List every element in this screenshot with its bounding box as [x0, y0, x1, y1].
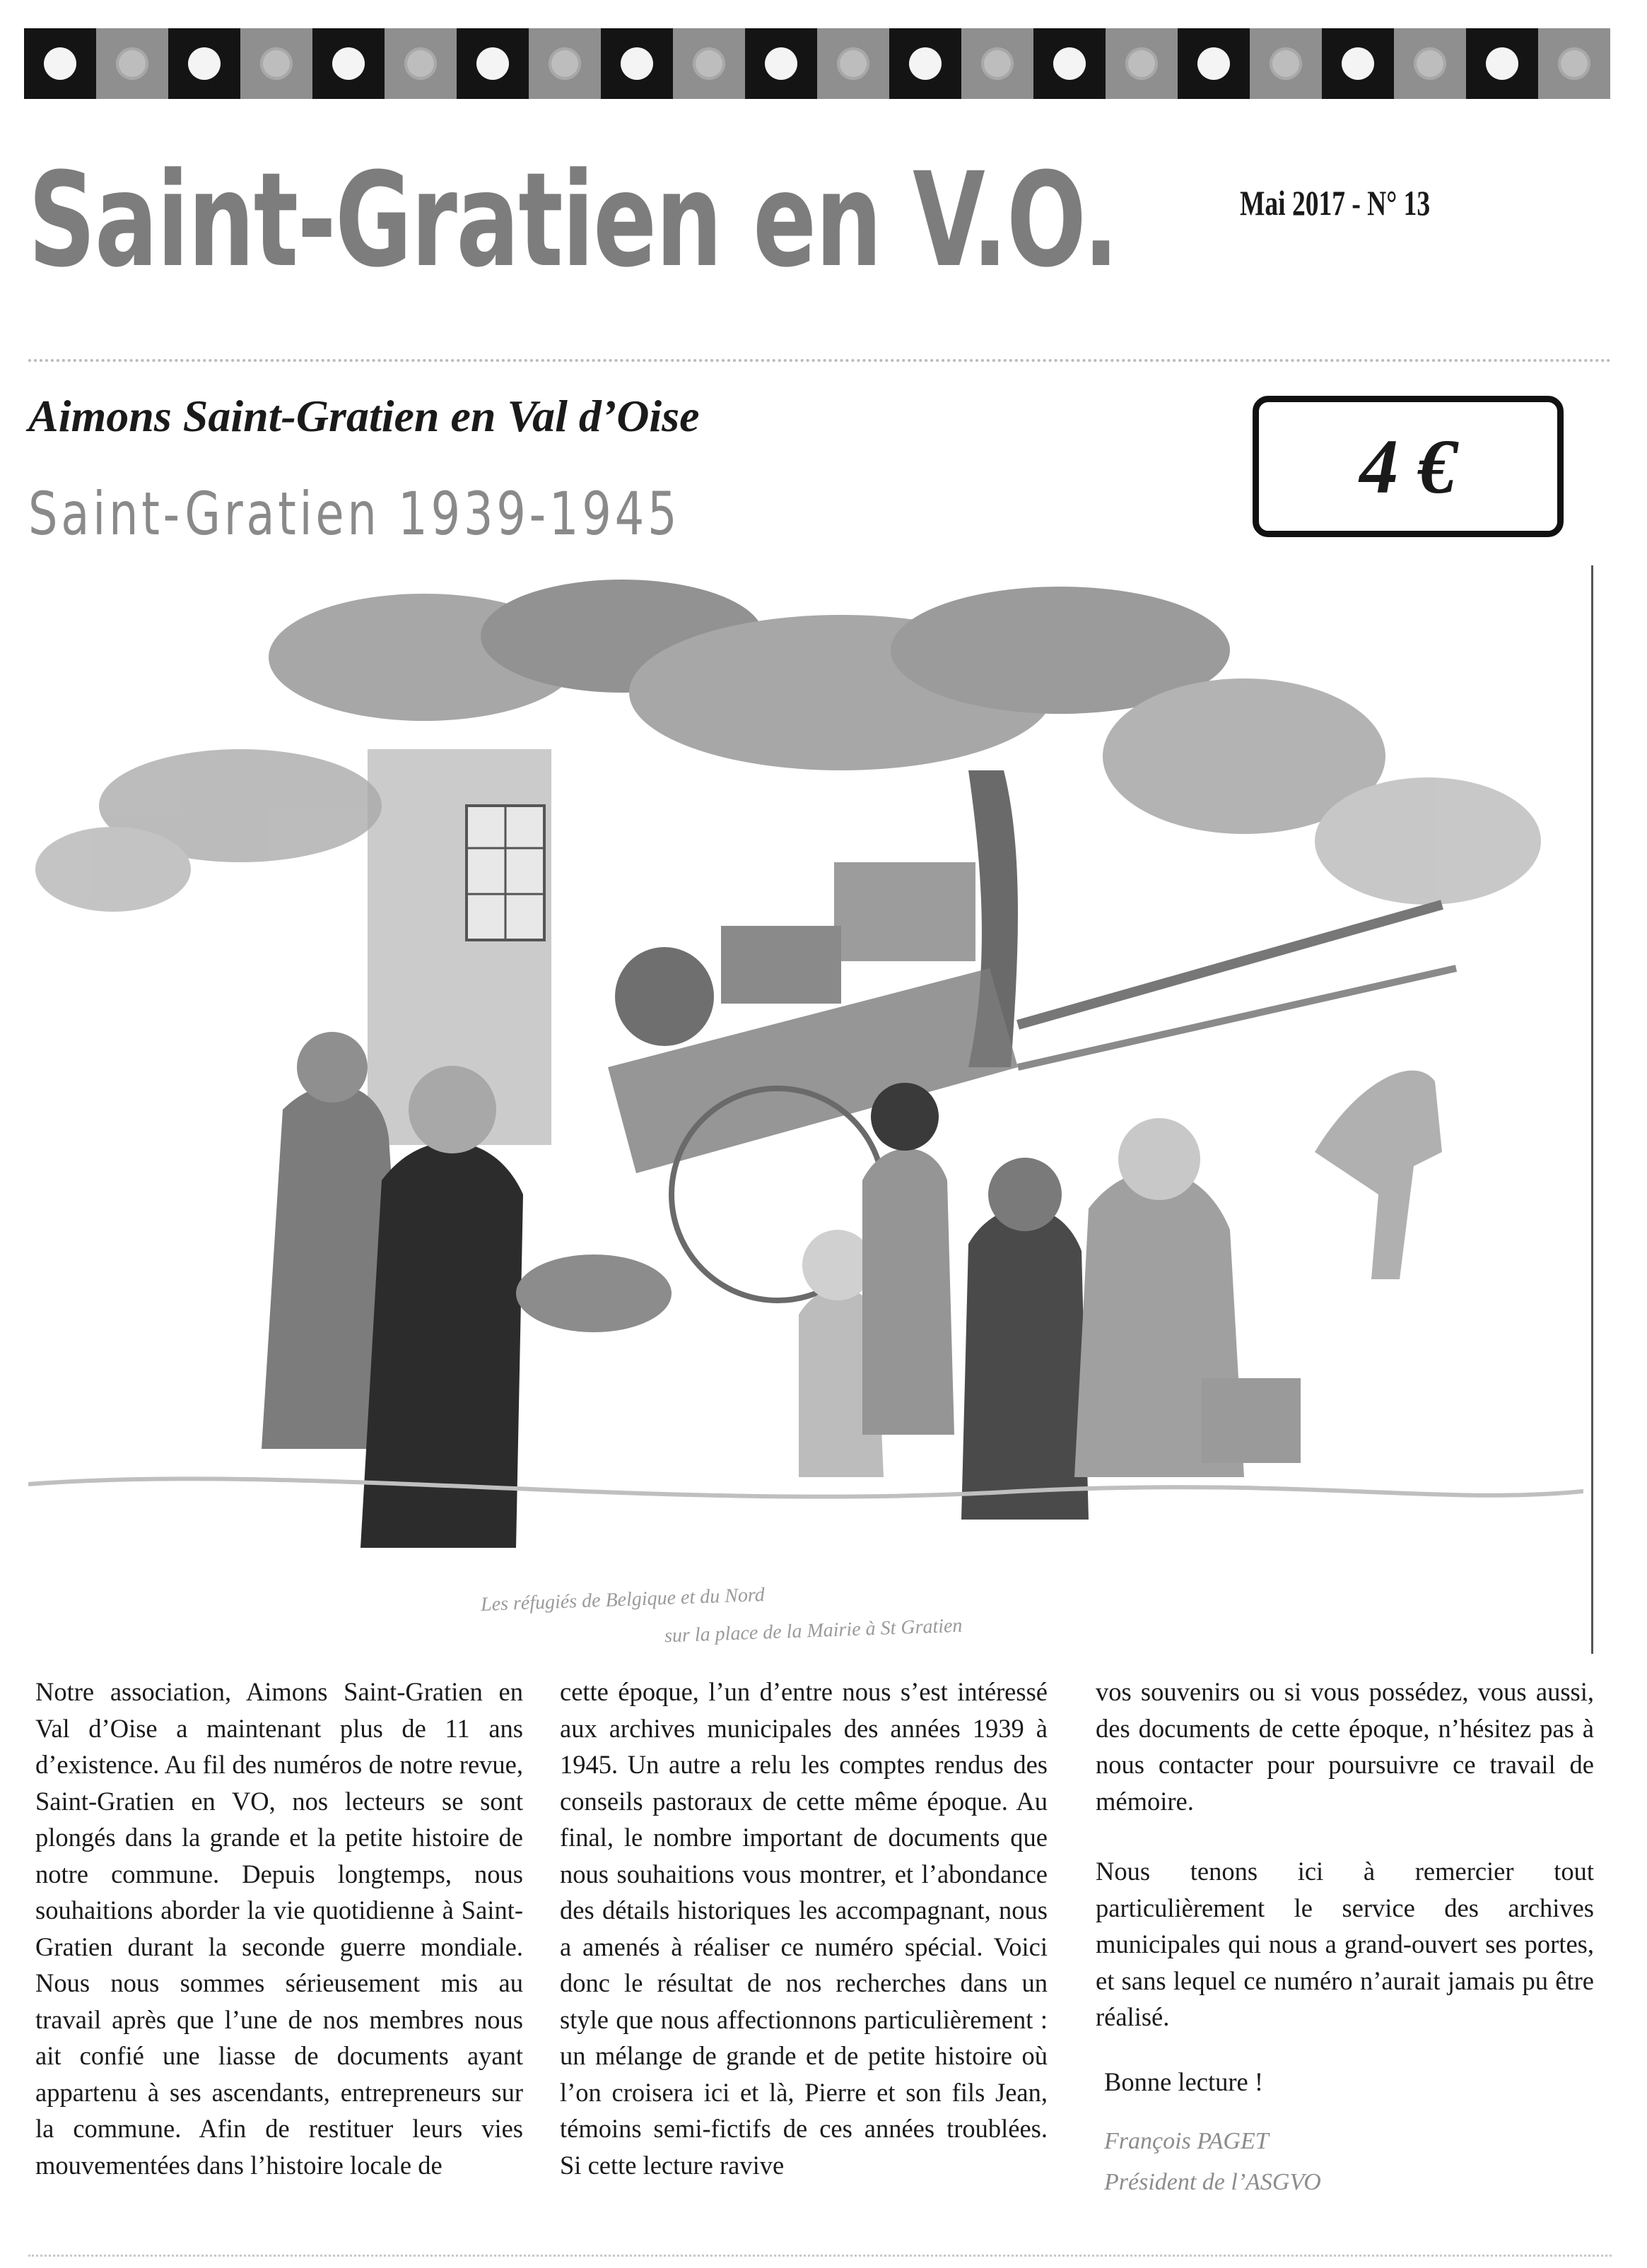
band-dot-cell	[1466, 28, 1538, 99]
article-paragraph: vos souvenirs ou si vous possédez, vous aussi, des documents de cette époque, n’hésitez pas à nous contacter pour poursuivre ce travail de mémoire.	[1096, 1677, 1594, 1816]
bottom-dotted-divider	[28, 2255, 1612, 2257]
band-dot-cell	[168, 28, 240, 99]
band-dot-cell	[1106, 28, 1178, 99]
dot-ornament	[260, 47, 293, 80]
association-name: Aimons Saint-Gratien en Val d’Oise	[28, 391, 700, 441]
band-dot-cell	[1178, 28, 1250, 99]
dot-ornament	[1342, 47, 1374, 80]
illustration-caption-line2: sur la place de la Mairie à St Gratien	[664, 1614, 963, 1647]
issue-number: Mai 2017 - N° 13	[1240, 183, 1431, 223]
dot-ornament	[981, 47, 1014, 80]
article-paragraph: cette époque, l’un d’entre nous s’est intéressé aux archives municipales des années 1939 à 1945. Un autre a relu les comptes rendus des conseils pastoraux de cette même époque. Au final, le nombre important de documents que nous souhaitions vous montrer, et l’abondance des détails historiques les accompagnant, nous a amenés à réaliser ce numéro spécial. Voici donc le résultat de nos recherches dans un style que nous affectionnons particulièrement : un mélange de grande et de petite histoire où l’on croisera ici et là, Pierre et son fils Jean, témoins semi-fictifs de ces années troublées. Si cette lecture ravive	[560, 1677, 1048, 2180]
band-dot-cell	[240, 28, 312, 99]
article-column-1	[35, 1674, 523, 2183]
dot-ornament	[1053, 47, 1086, 80]
article-column-2	[560, 1674, 1048, 2183]
dot-ornament	[693, 47, 725, 80]
dot-ornament	[909, 47, 942, 80]
signature-title: Président de l’ASGVO	[1104, 2169, 1321, 2195]
illustration-caption-line1: Les réfugiés de Belgique et du Nord	[480, 1583, 766, 1616]
band-dot-cell	[385, 28, 457, 99]
band-dot-cell	[601, 28, 673, 99]
dot-ornament	[1486, 47, 1518, 80]
band-dot-cell	[24, 28, 96, 99]
cover-illustration	[28, 572, 1583, 1654]
band-dot-cell	[529, 28, 601, 99]
dot-ornament	[1125, 47, 1158, 80]
band-dot-cell	[1538, 28, 1610, 99]
band-dot-cell	[817, 28, 889, 99]
closing-greeting: Bonne lecture !	[1104, 2067, 1263, 2096]
dot-ornament	[404, 47, 437, 80]
dot-ornament	[1414, 47, 1446, 80]
band-dot-cell	[457, 28, 529, 99]
dot-ornament	[188, 47, 221, 80]
dot-ornament	[837, 47, 869, 80]
band-dot-cell	[961, 28, 1033, 99]
dot-ornament	[1270, 47, 1302, 80]
dot-ornament	[1558, 47, 1590, 80]
band-dot-cell	[1250, 28, 1322, 99]
band-dot-cell	[889, 28, 961, 99]
article-paragraph: Nous tenons ici à remercier tout particulièrement le service des archives municipales qui nous a grand-ouvert ses portes, et sans lequel ce numéro n’aurait jamais pu être réalisé.	[1096, 1857, 1594, 2031]
dot-ornament	[116, 47, 148, 80]
band-dot-cell	[1033, 28, 1106, 99]
horse	[1315, 1071, 1442, 1279]
signature-name: François PAGET	[1104, 2128, 1269, 2154]
band-dot-cell	[1322, 28, 1394, 99]
dot-ornament	[1197, 47, 1230, 80]
dot-ornament	[332, 47, 365, 80]
ground-line	[28, 1479, 1583, 1496]
masthead-title: Saint-Gratien en V.O.	[28, 145, 1118, 296]
article-column-3	[1096, 1674, 1594, 2203]
dot-ornament	[621, 47, 653, 80]
dot-ornament	[549, 47, 581, 80]
dot-ornament	[765, 47, 797, 80]
decorative-dot-band	[24, 28, 1607, 99]
tree-foliage	[35, 580, 1541, 912]
dot-ornament	[44, 47, 76, 80]
dotted-divider	[28, 359, 1612, 362]
band-dot-cell	[745, 28, 817, 99]
band-dot-cell	[673, 28, 745, 99]
article-paragraph: Notre association, Aimons Saint-Gratien en Val d’Oise a maintenant plus de 11 ans d’existence. Au fil des numéros de notre revue, Saint-Gratien en VO, nos lecteurs se sont plongés dans la grande et la petite histoire de notre commune. Depuis longtemps, nous souhaitions aborder la vie quotidienne à Saint-Gratien durant la seconde guerre mondiale. Nous nous sommes sérieusement mis au travail après que l’une de nos membres nous ait confié une liasse de documents ayant appartenu à ses ascendants, entrepreneurs sur la commune. Afin de restituer leurs vies mouvementées dans l’histoire locale de	[35, 1677, 523, 2180]
issue-subtitle: Saint-Gratien 1939-1945	[28, 479, 681, 548]
band-dot-cell	[1394, 28, 1466, 99]
band-dot-cell	[312, 28, 385, 99]
vertical-rule	[1591, 565, 1593, 1654]
signature-block	[1096, 2121, 1594, 2203]
price-box: 4 €	[1253, 396, 1564, 537]
dot-ornament	[476, 47, 509, 80]
band-dot-cell	[96, 28, 168, 99]
